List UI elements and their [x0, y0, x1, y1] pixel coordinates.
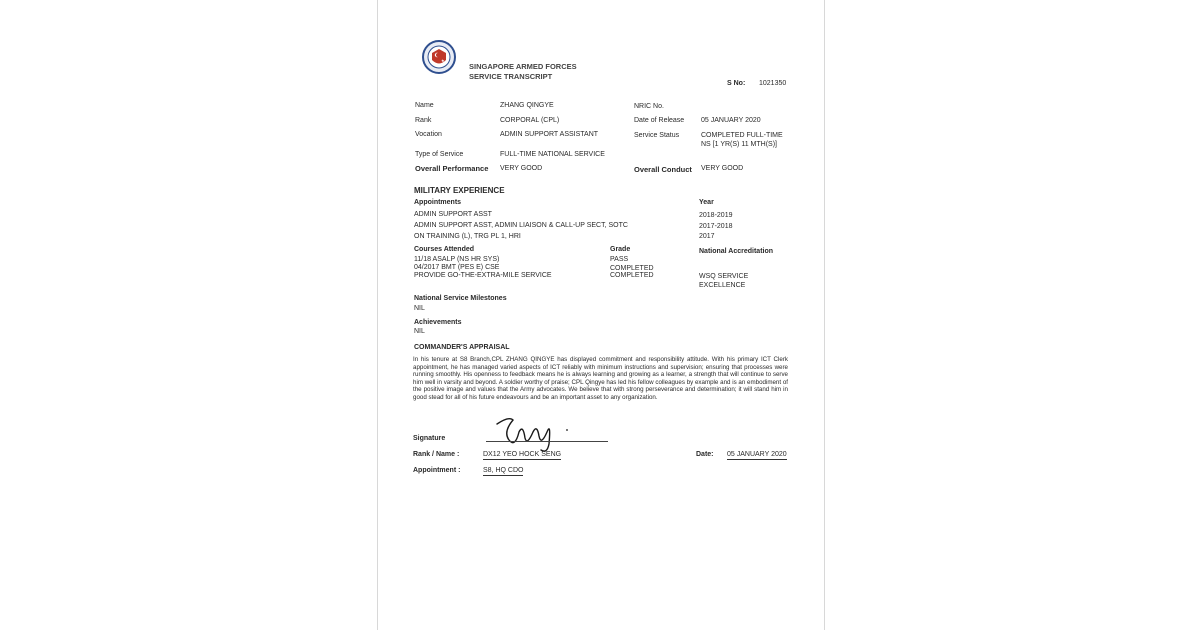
appointment-value: S8, HQ CDO: [483, 467, 524, 474]
course-name: 11/18 ASALP (NS HR SYS): [414, 256, 500, 263]
milestones-value: NIL: [414, 305, 425, 312]
appointment-year: 2017-2018: [699, 223, 733, 230]
course-name: PROVIDE GO-THE-EXTRA-MILE SERVICE: [414, 272, 552, 279]
appointment-name: ON TRAINING (L), TRG PL 1, HRI: [414, 233, 521, 240]
nric-label: NRIC No.: [634, 103, 664, 110]
year-label: Year: [699, 199, 714, 206]
appointment-year: 2018-2019: [699, 212, 733, 219]
appointment-year: 2017: [699, 233, 715, 240]
rank-label: Rank: [415, 117, 432, 124]
saf-crest-logo: [422, 40, 456, 74]
grade-label: Grade: [610, 246, 631, 253]
achievements-label: Achievements: [414, 319, 462, 326]
achievements-value: NIL: [414, 328, 425, 335]
signature-label: Signature: [413, 435, 446, 442]
date-value: 05 JANUARY 2020: [727, 451, 787, 458]
milestones-label: National Service Milestones: [414, 295, 507, 302]
appointment-label: Appointment :: [413, 467, 461, 474]
performance-value: VERY GOOD: [500, 165, 543, 172]
rank-name-label: Rank / Name :: [413, 451, 460, 458]
conduct-value: VERY GOOD: [701, 165, 744, 172]
rank-name-value: DX12 YEO HOCK SENG: [483, 451, 562, 458]
courses-label: Courses Attended: [414, 246, 475, 253]
serial-label: S No:: [727, 80, 746, 87]
type-label: Type of Service: [415, 151, 464, 158]
course-grade: PASS: [610, 256, 629, 263]
appointment-name: ADMIN SUPPORT ASST: [414, 211, 492, 218]
appointments-label: Appointments: [414, 199, 462, 206]
type-value: FULL-TIME NATIONAL SERVICE: [500, 151, 605, 158]
name-label: Name: [415, 102, 434, 109]
document-title: SERVICE TRANSCRIPT: [469, 72, 553, 81]
vocation-value: ADMIN SUPPORT ASSISTANT: [500, 131, 599, 138]
military-heading: MILITARY EXPERIENCE: [414, 186, 505, 195]
status-label: Service Status: [634, 132, 680, 139]
signature-line: [486, 441, 608, 442]
handwritten-signature: [493, 410, 583, 454]
accreditation-value-2: EXCELLENCE: [699, 282, 746, 289]
appraisal-heading: COMMANDER'S APPRAISAL: [414, 344, 510, 351]
release-value: 05 JANUARY 2020: [701, 117, 761, 124]
date-label: Date:: [696, 451, 714, 458]
svg-text:★: ★: [441, 58, 445, 63]
status-value-2: NS [1 YR(S) 11 MTH(S)]: [701, 141, 777, 148]
release-label: Date of Release: [634, 117, 685, 124]
conduct-label: Overall Conduct: [634, 165, 692, 174]
course-grade: COMPLETED: [610, 272, 654, 279]
name-value: ZHANG QINGYE: [500, 102, 554, 109]
appointment-name: ADMIN SUPPORT ASST, ADMIN LIAISON & CALL-UP SECT, SOTC: [414, 222, 628, 229]
performance-label: Overall Performance: [415, 164, 489, 173]
serial-value: 1021350: [759, 80, 787, 87]
course-name: 04/2017 BMT (PES E) CSE: [414, 264, 500, 271]
status-value-1: COMPLETED FULL-TIME: [701, 132, 783, 139]
accreditation-label: National Accreditation: [699, 248, 774, 255]
appraisal-text: In his tenure at S8 Branch,CPL ZHANG QINGYE has displayed commitment and responsibility attitude. With his primary ICT Clerk appointment, he has managed varied aspects of ICT reliably with minimum instructions and supervision; ensuring that processes were running smoothly. His openness to feedback means he is always learning and growing as a learner, a strength that will continue to serve him well in varsity and beyond. A soldier worthy of praise; CPL Qingye has led his fellow colleagues by example and is an embodiment of the positive image and values that the Army advocates. We believe that with strong perseverance and determination; it will stand him in good stead for all of his future endeavours and be an important asset to any organization.: [413, 356, 788, 401]
rank-value: CORPORAL (CPL): [500, 117, 560, 124]
vocation-label: Vocation: [415, 131, 442, 138]
accreditation-value-1: WSQ SERVICE: [699, 273, 749, 280]
course-grade: COMPLETED: [610, 265, 654, 272]
document-page: [377, 0, 825, 630]
org-name: SINGAPORE ARMED FORCES: [469, 62, 577, 71]
